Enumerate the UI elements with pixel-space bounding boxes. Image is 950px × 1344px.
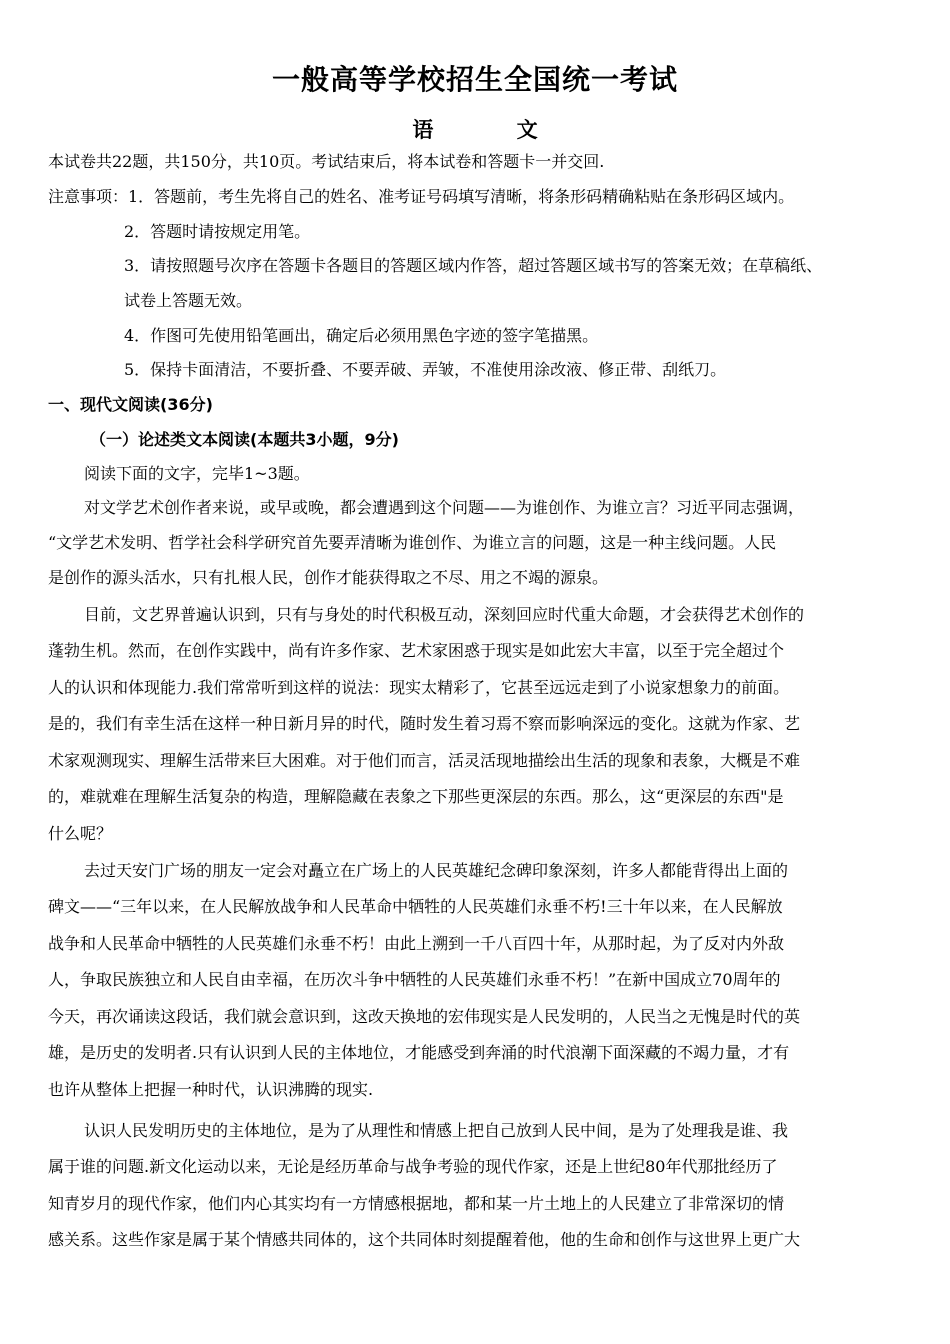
section-heading: 一、现代文阅读(36分) [48, 395, 213, 414]
passage-line: 去过天安门广场的朋友一定会对矗立在广场上的人民英雄纪念碑印象深刻，许多人都能背得出上面的 [84, 861, 789, 880]
passage-line: 蓬勃生机。然而，在创作实践中，尚有许多作家、艺术家困惑于现实是如此宏大丰富，以至于完全超过个 [48, 641, 785, 660]
passage-line: 对文学艺术创作者来说，或早或晚，都会遭遇到这个问题——为谁创作、为谁立言？习近平同志强调， [84, 498, 805, 517]
passage-line: 雄，是历史的发明者.只有认识到人民的主体地位，才能感受到奔涌的时代浪潮下面深藏的不竭力量，才有 [48, 1043, 790, 1062]
passage-line: 也许从整体上把握一种时代，认识沸腾的现实. [48, 1080, 374, 1099]
notes-item-1: 注意事项：1．答题前，考生先将自己的姓名、准考证号码填写清晰，将条形码精确粘贴在条形码区域内。 [48, 187, 795, 206]
passage-line: 术家观测现实、理解生活带来巨大困难。对于他们而言，活灵活现地描绘出生活的现象和表象，大概是不难 [48, 751, 801, 770]
passage-line: 知青岁月的现代作家，他们内心其实均有一方情感根据地，都和某一片土地上的人民建立了非常深切的情 [48, 1194, 785, 1213]
notes-item-3: 3．请按照题号次序在答题卡各题目的答题区域内作答，超过答题区域书写的答案无效；在草稿纸、 [124, 256, 823, 275]
passage-line: 的，难就难在理解生活复杂的构造，理解隐藏在表象之下那些更深层的东西。那么，这“更深层的东西"是 [48, 787, 784, 806]
notes-item-3-cont: 试卷上答题无效。 [124, 291, 253, 310]
notes-item-4: 4．作图可先使用铅笔画出，确定后必须用黑色字迹的签字笔描黑。 [124, 326, 599, 345]
passage-line: 今天，再次诵读这段话，我们就会意识到，这改天换地的宏伟现实是人民发明的，人民当之无愧是时代的英 [48, 1007, 801, 1026]
passage-line: 什么呢？ [48, 824, 113, 843]
passage-line: 认识人民发明历史的主体地位，是为了从理性和情感上把自己放到人民中间，是为了处理我是谁、我 [84, 1121, 789, 1140]
passage-line: “文学艺术发明、哲学社会科学研究首先要弄清晰为谁创作、为谁立言的问题，这是一种主线问题。人民 [48, 533, 777, 552]
passage-line: 感关系。这些作家是属于某个情感共同体的，这个共同体时刻提醒着他，他的生命和创作与这世界上更广大 [48, 1230, 801, 1249]
passage-line: 人，争取民族独立和人民自由幸福，在历次斗争中牺牲的人民英雄们永垂不朽！”在新中国成立70周年的 [48, 970, 781, 989]
exam-title: 一般高等学校招生全国统一考试 [271, 63, 678, 96]
passage-line: 碑文——“三年以来，在人民解放战争和人民革命中牺牲的人民英雄们永垂不朽!三十年以来，在人民解放 [48, 897, 783, 916]
reading-instruction: 阅读下面的文字，完毕1~3题。 [84, 464, 310, 483]
passage-line: 是的，我们有幸生活在这样一种日新月异的时代，随时发生着习焉不察而影响深远的变化。这就为作家、艺 [48, 714, 801, 733]
exam-intro: 本试卷共22题，共150分，共10页。考试结束后，将本试卷和答题卡一并交回. [48, 152, 605, 171]
passage-line: 是创作的源头活水，只有扎根人民，创作才能获得取之不尽、用之不竭的源泉。 [48, 568, 609, 587]
notes-item-5: 5．保持卡面清洁，不要折叠、不要弄破、弄皱，不准使用涂改液、修正带、刮纸刀。 [124, 360, 727, 379]
passage-line: 战争和人民革命中牺牲的人民英雄们永垂不朽！由此上溯到一千八百四十年，从那时起，为了反对内外敌 [48, 934, 785, 953]
passage-line: 人的认识和体现能力.我们常常听到这样的说法：现实太精彩了，它甚至远远走到了小说家想象力的前面。 [48, 678, 790, 697]
notes-item-2: 2．答题时请按规定用笔。 [124, 222, 311, 241]
passage-line: 属于谁的问题.新文化运动以来，无论是经历革命与战争考验的现代作家，还是上世纪80年代那批经历了 [48, 1157, 778, 1176]
passage-line: 目前，文艺界普遍认识到，只有与身处的时代积极互动，深刻回应时代重大命题，才会获得艺术创作的 [84, 605, 805, 624]
section-subheading: （一）论述类文本阅读(本题共3小题，9分) [90, 430, 399, 449]
subject-title: 语 文 [412, 118, 576, 142]
